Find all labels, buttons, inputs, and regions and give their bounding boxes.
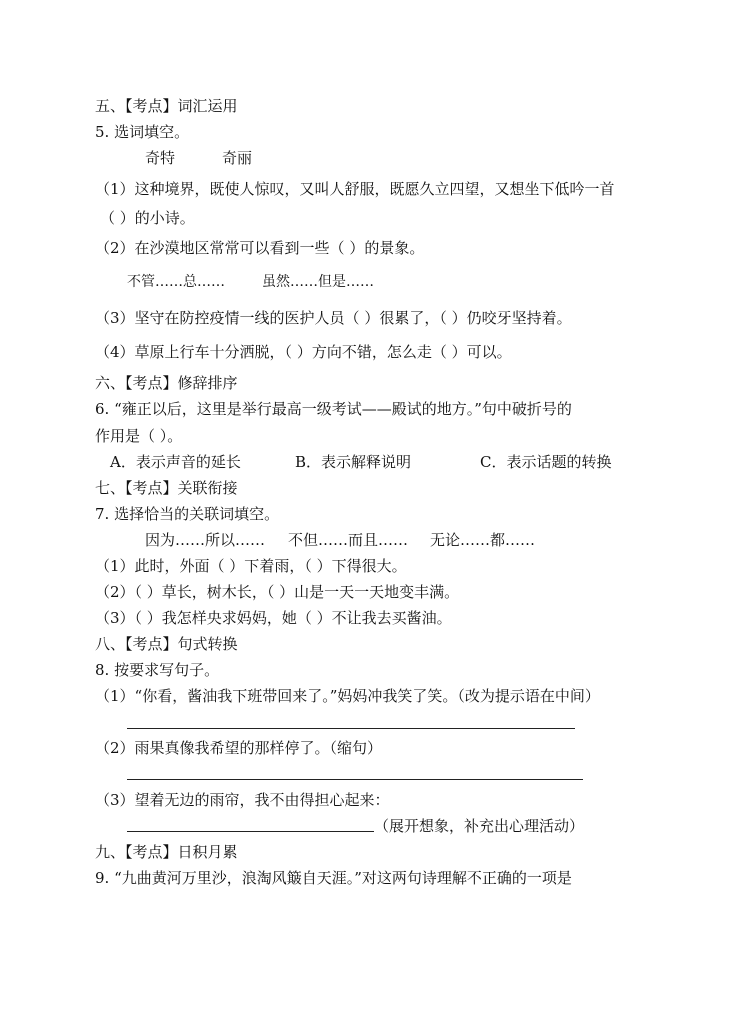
section-5-heading: 五、【考点】词汇运用 (95, 97, 238, 115)
option-a: A．表示声音的延长 (110, 453, 241, 471)
question-6-line-1: 6. “雍正以后，这里是举行最高一级考试——殿试的地方。”句中破折号的 (95, 400, 572, 418)
word-choice-1: 奇特 (145, 149, 176, 167)
option-b: B．表示解释说明 (295, 453, 412, 471)
conjunction-pair-1: 不管……总…… (127, 274, 225, 290)
question-7-item-2: （2）（ ）草长，树木长，（ ）山是一天一天地变丰满。 (95, 583, 460, 601)
question-7-prompt: 7. 选择恰当的关联词填空。 (95, 505, 280, 523)
question-8-item-3-hint: （展开想象，补充出心理活动） (374, 817, 585, 835)
question-7-item-1: （1）此时，外面（ ）下着雨，（ ）下得很大。 (95, 557, 407, 575)
section-6-heading: 六、【考点】修辞排序 (95, 374, 238, 392)
question-5-item-2: （2）在沙漠地区常常可以看到一些（ ）的景象。 (95, 239, 425, 257)
word-choice-2: 奇丽 (222, 149, 253, 167)
question-5-prompt: 5. 选词填空。 (95, 123, 190, 141)
conjunction-pair-2: 虽然……但是…… (262, 274, 374, 290)
question-9-prompt: 9. “九曲黄河万里沙，浪淘风簸自天涯。”对这两句诗理解不正确的一项是 (95, 869, 572, 887)
question-5-item-4: （4）草原上行车十分洒脱，（ ）方向不错，怎么走（ ）可以。 (95, 343, 512, 361)
section-7-heading: 七、【考点】关联衔接 (95, 479, 238, 497)
question-5-item-1-line-1: （1）这种境界，既使人惊叹，又叫人舒服，既愿久立四望，又想坐下低吟一首 (95, 180, 615, 198)
answer-line-1[interactable] (127, 728, 575, 729)
question-8-item-2: （2）雨果真像我希望的那样停了。（缩句） (95, 739, 383, 757)
option-c: C．表示话题的转换 (480, 453, 612, 471)
conjunction-choice-1: 因为……所以…… (145, 531, 266, 549)
conjunction-choice-2: 不但……而且…… (288, 531, 409, 549)
question-5-item-3: （3）坚守在防控疫情一线的医护人员（ ）很累了，（ ）仍咬牙坚持着。 (95, 309, 572, 327)
section-8-heading: 八、【考点】句式转换 (95, 635, 238, 653)
question-8-item-1: （1）“你看，酱油我下班带回来了。”妈妈冲我笑了笑。（改为提示语在中间） (95, 687, 600, 705)
section-9-heading: 九、【考点】日积月累 (95, 843, 238, 861)
answer-line-3[interactable] (127, 831, 374, 832)
question-8-item-3: （3）望着无边的雨帘，我不由得担心起来： (95, 791, 390, 809)
question-7-item-3: （3）（ ）我怎样央求妈妈，她（ ）不让我去买酱油。 (95, 609, 452, 627)
question-6-line-2: 作用是（ ）。 (95, 427, 183, 445)
question-5-item-1-line-2: （ ）的小诗。 (100, 209, 195, 227)
answer-line-2[interactable] (127, 779, 583, 780)
question-8-prompt: 8. 按要求写句子。 (95, 661, 220, 679)
conjunction-choice-3: 无论……都…… (430, 531, 536, 549)
